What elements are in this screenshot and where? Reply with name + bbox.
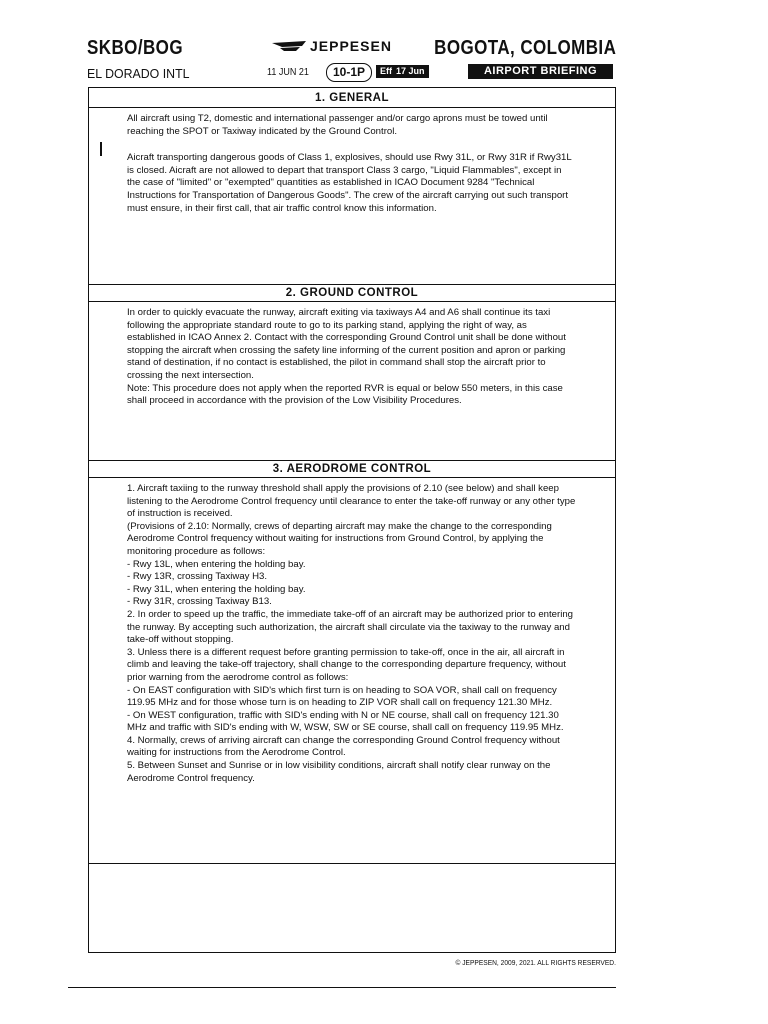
paragraph: 5. Between Sunset and Sunrise or in low visibility conditions, aircraft shall notify clear runway on the Aerodrome Control frequency. xyxy=(127,760,551,784)
chart-type-badge: AIRPORT BRIEFING xyxy=(468,64,613,79)
city-name: BOGOTA, COLOMBIA xyxy=(433,37,616,59)
airport-name: EL DORADO INTL xyxy=(87,66,190,81)
paragraph: Note: This procedure does not apply when the reported RVR is equal or below 550 meters, in this case shall proceed in accordance with the provision of the Low Visibility Procedures. xyxy=(127,382,563,407)
paragraph: - On WEST configuration, traffic with SID's ending with N or NE course, shall call on frequency 121.30 MHz and traffic with SID's ending with W, WSW, SW or SE course, shall call on frequency 119.95 MHz. xyxy=(127,709,564,734)
chart-date: 11 JUN 21 xyxy=(267,67,309,78)
eff-date: 17 Jun xyxy=(396,66,425,76)
eff-label: Eff xyxy=(380,66,392,76)
paragraph: - On EAST configuration with SID's which first turn is on heading to SOA VOR, shall call on frequency 119.95 MHz and for those whose turn is on heading to ZIP VOR shall call on frequency 121.30 MHz. xyxy=(127,684,557,709)
paragraph: - Rwy 13R, crossing Taxiway H3. xyxy=(127,571,268,583)
jeppesen-logo xyxy=(272,38,392,54)
jeppesen-wing-icon xyxy=(272,39,306,53)
paragraph: 2. In order to speed up the traffic, the immediate take-off of an aircraft may be authorized prior to entering the runway. By accepting such authorization, the aircraft shall circulate via the taxiway to the runway and take-off without stopping. xyxy=(127,608,574,646)
paragraph: - Rwy 31R, crossing Taxiway B13. xyxy=(127,596,272,608)
chart-number: 10-1P xyxy=(326,63,372,82)
section-divider xyxy=(89,863,615,864)
brand-name: JEPPESEN xyxy=(310,38,392,54)
revision-bar xyxy=(100,142,102,156)
paragraph: 4. Normally, crews of arriving aircraft can change the corresponding Ground Control frequency without waiting for instructions from the Aerodrome Control. xyxy=(127,734,560,759)
paragraph: - Rwy 31L, when entering the holding bay. xyxy=(127,583,306,595)
section-title-general: 1. GENERAL xyxy=(89,90,615,108)
section-body-aerodrome-control xyxy=(127,483,577,785)
paragraph: 3. Unless there is a different request before granting permission to take-off, once in the air, all aircraft in climb and leaving the take-off trajectory, shall change to the corresponding departure frequency, without prior warning from the aerodrome control as follows: xyxy=(127,646,566,683)
paragraph: - Rwy 13L, when entering the holding bay. xyxy=(127,558,306,570)
section-title-ground-control: 2. GROUND CONTROL xyxy=(89,284,615,302)
paragraph: Aicraft transporting dangerous goods of Class 1, explosives, should use Rwy 31L, or Rwy 31R if Rwy31L is closed. Aicraft are not allowed to depart that transport Class 3 cargo, "Liquid Flammables", except in the case of "limited" or "exempted" quantities as established in ICAO Document 9284 "Technical Instructions for Transportation of Dangerous Goods". The crew of the aircraft carrying out such transport must ensure, in their first call, that air traffic control know this information. xyxy=(127,152,572,214)
airport-code: SKBO/BOG xyxy=(87,37,183,59)
paragraph: (Provisions of 2.10: Normally, crews of departing aircraft may make the change to the corresponding Aerodrome Control frequency without waiting for instructions from Ground Control, by applying the monitoring procedure as follows: xyxy=(127,520,552,557)
section-body-ground-control xyxy=(127,307,577,408)
paragraph: In order to quickly evacuate the runway, aircraft exiting via taxiways A4 and A6 shall continue its taxi following the appropriate standard route to go to its parking stand, applying the right of way, as established in ICAO Annex 2. Contact with the corresponding Ground Control unit shall be done without stopping the aircraft when crossing the safety line informing of the current position and apron or parking stand of destination, if no contact is established, the pilot in command shall stop the aircraft prior to crossing the next intersection. xyxy=(127,307,566,381)
paragraph: 1. Aircraft taxiing to the runway threshold shall apply the provisions of 2.10 (see below) and shall keep listening to the Aerodrome Control frequency until clearance to enter the take-off runway or any other type of instruction is received. xyxy=(127,483,576,520)
briefing-frame xyxy=(88,87,616,953)
footer-rule xyxy=(68,987,616,988)
section-body-general xyxy=(127,113,577,215)
section-title-aerodrome-control: 3. AERODROME CONTROL xyxy=(89,460,615,478)
paragraph: All aircraft using T2, domestic and international passenger and/or cargo aprons must be towed until reaching the SPOT or Taxiway indicated by the Ground Control. xyxy=(127,113,548,137)
copyright-notice: © JEPPESEN, 2009, 2021. ALL RIGHTS RESERVED. xyxy=(455,960,616,967)
effective-date-badge xyxy=(376,65,429,78)
